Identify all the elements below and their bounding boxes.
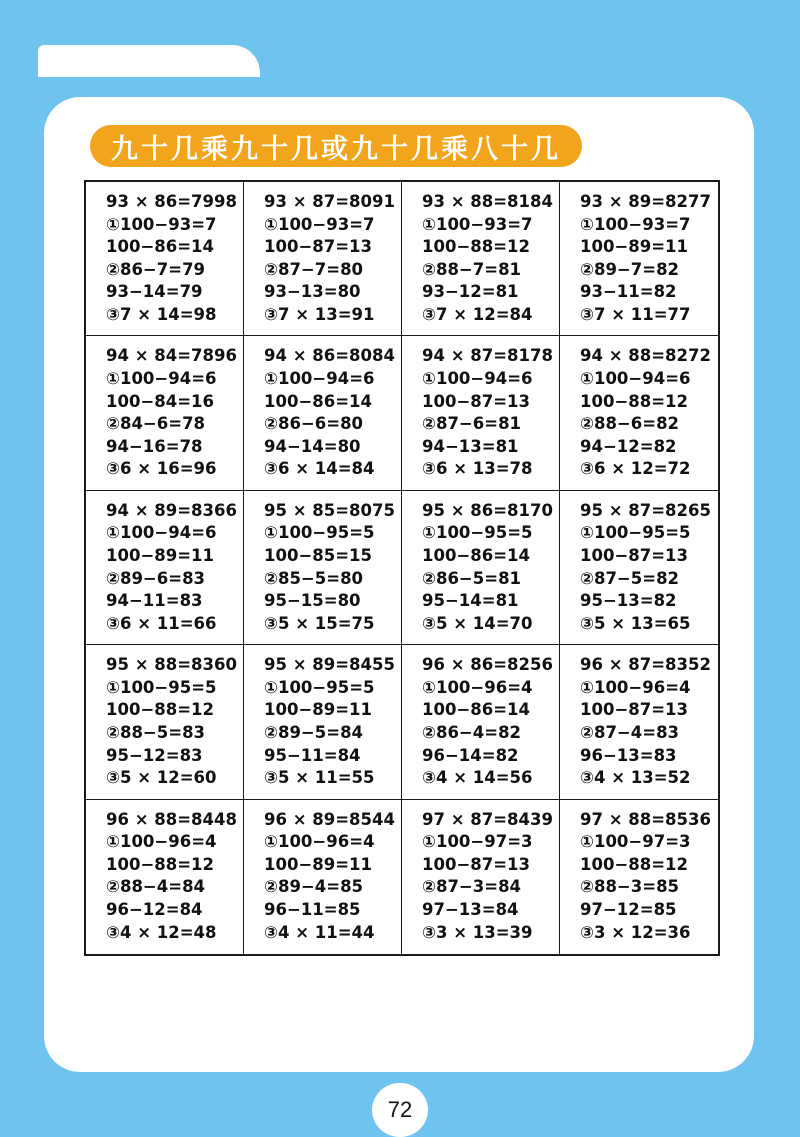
calculation-step: 100−86=14 [106, 237, 215, 257]
calculation-step: 100−85=15 [264, 545, 373, 565]
calculation-step: ①100−95=5 [264, 677, 375, 697]
calculation-step: 94−12=82 [580, 436, 677, 456]
calculation-step: 93−12=81 [422, 282, 519, 302]
calculation-step: 95−14=81 [422, 591, 519, 611]
equation-result: 94 × 86=8084 [264, 346, 395, 366]
equation-result: 96 × 89=8544 [264, 809, 395, 829]
page-number: 72 [372, 1083, 428, 1137]
calculation-step: ①100−96=4 [422, 677, 533, 697]
calculation-step: 96−12=84 [106, 899, 203, 919]
table-cell [244, 800, 402, 954]
calculation-step: 100−87=13 [580, 545, 689, 565]
calculation-step: ②87−4=83 [580, 722, 680, 742]
table-cell [402, 336, 560, 490]
calculation-step: ①100−95=5 [422, 523, 533, 543]
table-cell [244, 336, 402, 490]
calculation-step: 100−86=14 [422, 700, 531, 720]
table-cell [560, 336, 718, 490]
calculation-step: 96−14=82 [422, 745, 519, 765]
calculation-step: 97−13=84 [422, 899, 519, 919]
calculation-step: ②87−3=84 [422, 877, 522, 897]
calculation-step: ①100−94=6 [264, 368, 375, 388]
calculation-step: ①100−96=4 [264, 832, 375, 852]
calculation-step: ①100−96=4 [580, 677, 691, 697]
calculation-step: ②89−4=85 [264, 877, 364, 897]
calculation-step: ③4 × 13=52 [580, 768, 691, 788]
table-cell [244, 645, 402, 799]
calculation-step: ②86−5=81 [422, 568, 522, 588]
calculation-step: ②85−5=80 [264, 568, 364, 588]
title-banner [90, 125, 582, 167]
calculation-step: 100−88=12 [580, 391, 689, 411]
calculation-step: 93−14=79 [106, 282, 203, 302]
calculation-step: ②87−5=82 [580, 568, 680, 588]
calculation-step: 95−11=84 [264, 745, 361, 765]
table-cell [402, 491, 560, 645]
calculation-step: ③7 × 13=91 [264, 304, 375, 324]
calculation-step: ①100−95=5 [106, 677, 217, 697]
table-cell [560, 800, 718, 954]
table-cell [560, 182, 718, 336]
calculation-step: ②89−5=84 [264, 722, 364, 742]
table-cell [86, 645, 244, 799]
calculation-step: ③5 × 12=60 [106, 768, 217, 788]
calculation-step: ①100−94=6 [422, 368, 533, 388]
equation-result: 94 × 84=7896 [106, 346, 237, 366]
calculation-step: ③6 × 12=72 [580, 459, 691, 479]
calculation-step: ③6 × 13=78 [422, 459, 533, 479]
equation-result: 96 × 87=8352 [580, 655, 711, 675]
calculation-step: 100−87=13 [264, 237, 373, 257]
calculation-step: ①100−94=6 [106, 523, 217, 543]
calculation-step: ③5 × 13=65 [580, 613, 691, 633]
calculation-step: ③4 × 12=48 [106, 922, 217, 942]
calculation-step: ②86−4=82 [422, 722, 522, 742]
table-cell [402, 645, 560, 799]
equation-result: 95 × 87=8265 [580, 500, 711, 520]
calculation-step: ②88−3=85 [580, 877, 680, 897]
equation-result: 95 × 86=8170 [422, 500, 553, 520]
equation-result: 95 × 88=8360 [106, 655, 237, 675]
equation-result: 95 × 85=8075 [264, 500, 395, 520]
equation-result: 97 × 88=8536 [580, 809, 711, 829]
calculation-step: ①100−96=4 [106, 832, 217, 852]
calculation-step: ②88−4=84 [106, 877, 206, 897]
calculation-step: ②86−6=80 [264, 414, 364, 434]
calculation-step: 100−87=13 [422, 391, 531, 411]
equation-result: 93 × 89=8277 [580, 192, 711, 211]
table-cell [86, 336, 244, 490]
table-cell [86, 491, 244, 645]
calculation-step: ③5 × 11=55 [264, 768, 375, 788]
calculation-step: 100−89=11 [264, 854, 373, 874]
calculation-step: 94−14=80 [264, 436, 361, 456]
equation-result: 97 × 87=8439 [422, 809, 553, 829]
calculation-step: 96−11=85 [264, 899, 361, 919]
calculation-step: ①100−93=7 [422, 214, 533, 234]
equation-result: 94 × 89=8366 [106, 500, 237, 520]
calculation-step: ②88−5=83 [106, 722, 206, 742]
equation-result: 96 × 86=8256 [422, 655, 553, 675]
header-tab [38, 45, 260, 77]
calculation-step: ③5 × 15=75 [264, 613, 375, 633]
calculation-step: 95−15=80 [264, 591, 361, 611]
calculation-step: 100−86=14 [422, 545, 531, 565]
calculation-step: 100−88=12 [580, 854, 689, 874]
calculation-step: 95−12=83 [106, 745, 203, 765]
calculation-step: 96−13=83 [580, 745, 677, 765]
equation-result: 95 × 89=8455 [264, 655, 395, 675]
calculation-step: ②84−6=78 [106, 414, 206, 434]
calculation-step: 100−88=12 [106, 854, 215, 874]
calculation-step: 94−16=78 [106, 436, 203, 456]
calculation-step: ①100−93=7 [106, 214, 217, 234]
calculation-step: ①100−97=3 [580, 832, 691, 852]
calculation-step: ③5 × 14=70 [422, 613, 533, 633]
equation-result: 93 × 86=7998 [106, 192, 237, 211]
calculation-step: ②88−6=82 [580, 414, 680, 434]
calculation-step: 100−87=13 [580, 700, 689, 720]
calculation-step: ②89−7=82 [580, 259, 680, 279]
calculation-step: 94−13=81 [422, 436, 519, 456]
calculation-step: ③4 × 11=44 [264, 922, 375, 942]
calculation-step: ②87−7=80 [264, 259, 364, 279]
equation-result: 93 × 88=8184 [422, 192, 553, 211]
calculation-step: 100−86=14 [264, 391, 373, 411]
calculation-step: ①100−95=5 [264, 523, 375, 543]
calculation-step: 94−11=83 [106, 591, 203, 611]
calculation-step: ①100−94=6 [580, 368, 691, 388]
calculation-step: ③7 × 11=77 [580, 304, 691, 324]
calculation-step: ③7 × 14=98 [106, 304, 217, 324]
calculation-step: 100−89=11 [580, 237, 689, 257]
calculation-step: ②88−7=81 [422, 259, 522, 279]
table-cell [86, 182, 244, 336]
multiplication-table [84, 180, 720, 956]
calculation-step: 100−89=11 [106, 545, 215, 565]
table-cell [560, 491, 718, 645]
calculation-step: ①100−94=6 [106, 368, 217, 388]
page-title: 九十几乘九十几或九十几乘八十几 [111, 133, 561, 165]
calculation-step: 100−89=11 [264, 700, 373, 720]
calculation-step: ③3 × 12=36 [580, 922, 691, 942]
calculation-step: ①100−93=7 [264, 214, 375, 234]
calculation-step: ③6 × 16=96 [106, 459, 217, 479]
table-cell [402, 800, 560, 954]
equation-result: 93 × 87=8091 [264, 192, 395, 211]
table-cell [560, 645, 718, 799]
calculation-step: ③7 × 12=84 [422, 304, 533, 324]
calculation-step: ③3 × 13=39 [422, 922, 533, 942]
equation-result: 96 × 88=8448 [106, 809, 237, 829]
table-cell [244, 491, 402, 645]
calculation-step: 97−12=85 [580, 899, 677, 919]
calculation-step: 95−13=82 [580, 591, 677, 611]
calculation-step: ③6 × 11=66 [106, 613, 217, 633]
calculation-step: ②87−6=81 [422, 414, 522, 434]
calculation-step: ①100−93=7 [580, 214, 691, 234]
calculation-step: 100−88=12 [422, 237, 531, 257]
calculation-step: ③4 × 14=56 [422, 768, 533, 788]
equation-result: 94 × 87=8178 [422, 346, 553, 366]
table-cell [402, 182, 560, 336]
table-cell [86, 800, 244, 954]
calculation-step: ①100−97=3 [422, 832, 533, 852]
calculation-step: ②89−6=83 [106, 568, 206, 588]
equation-result: 94 × 88=8272 [580, 346, 711, 366]
calculation-step: 100−88=12 [106, 700, 215, 720]
calculation-step: 100−84=16 [106, 391, 215, 411]
calculation-step: ②86−7=79 [106, 259, 206, 279]
calculation-step: 93−13=80 [264, 282, 361, 302]
calculation-step: 100−87=13 [422, 854, 531, 874]
calculation-step: 93−11=82 [580, 282, 677, 302]
calculation-step: ①100−95=5 [580, 523, 691, 543]
calculation-step: ③6 × 14=84 [264, 459, 375, 479]
table-cell [244, 182, 402, 336]
